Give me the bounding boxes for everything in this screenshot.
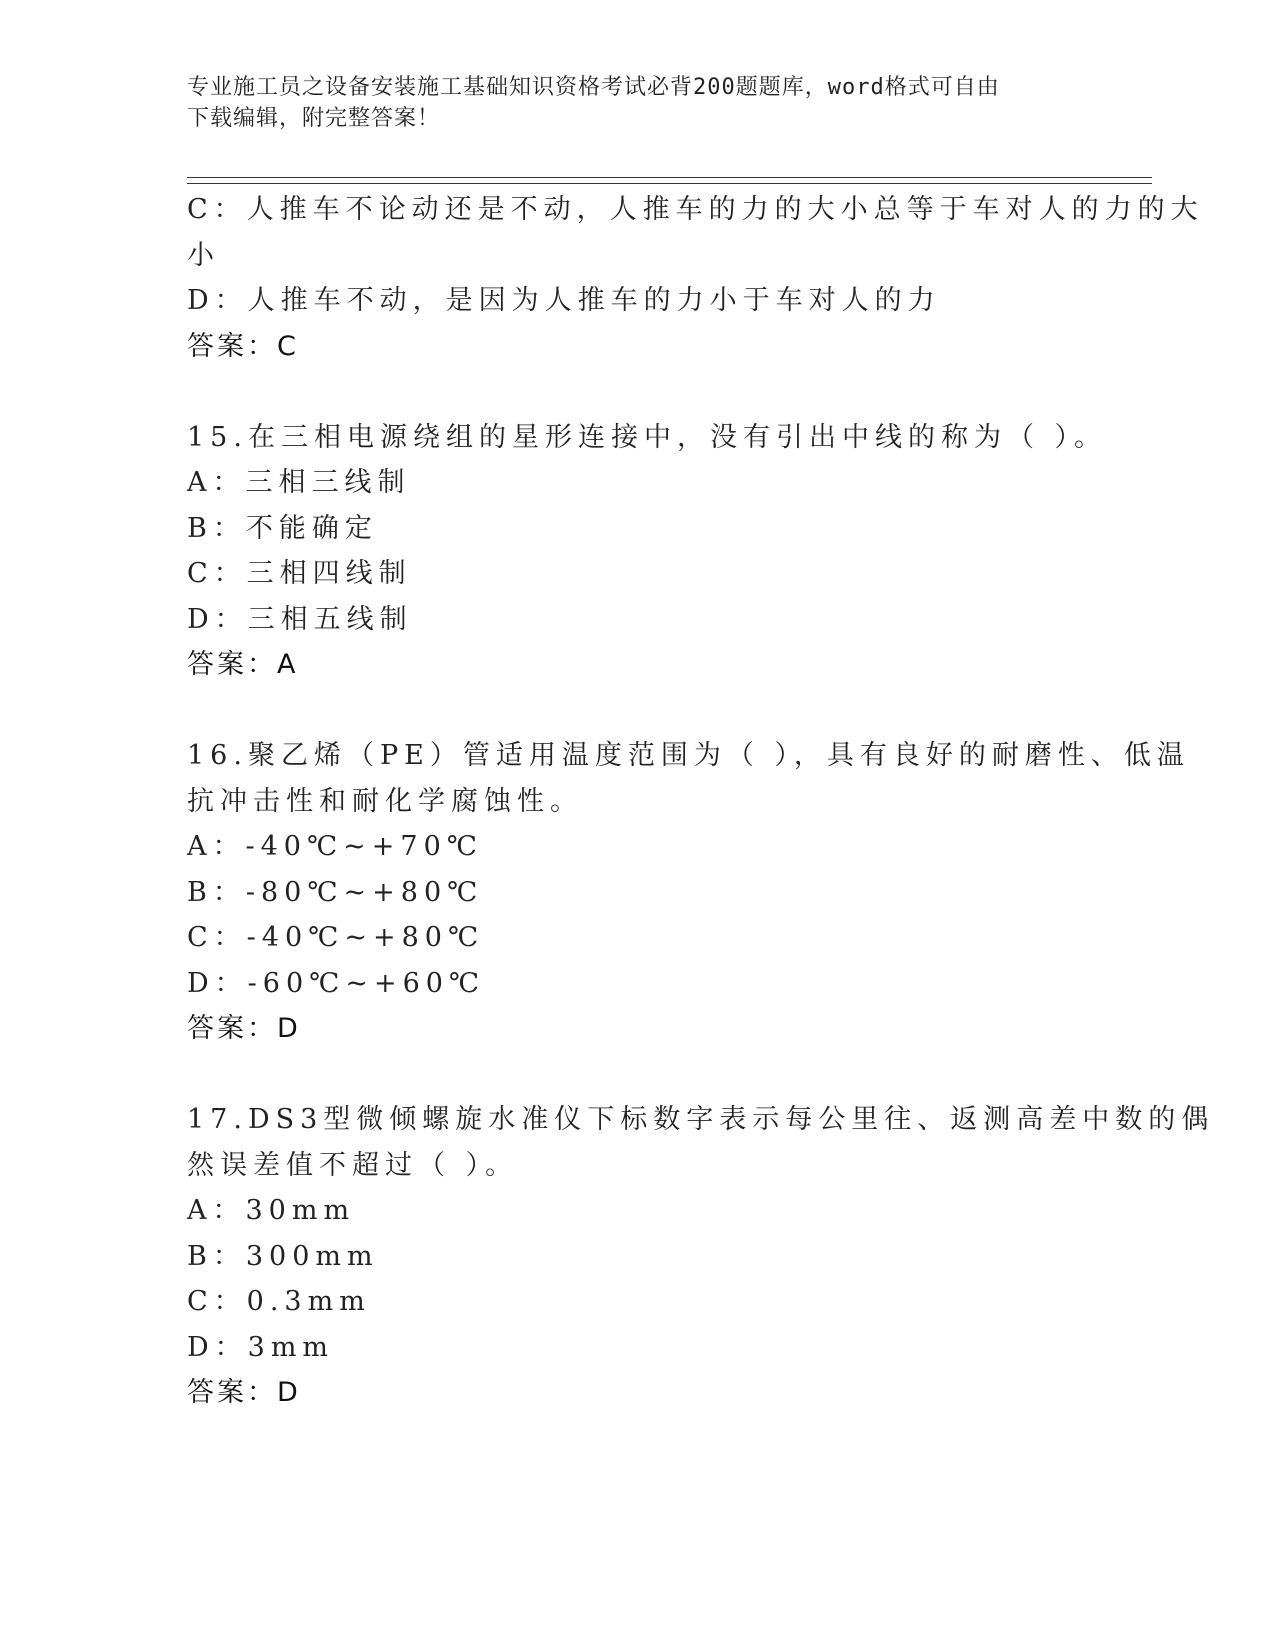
option-d: D：人推车不动，是因为人推车的力小于车对人的力 — [187, 285, 941, 316]
question-stem: 15.在三相电源绕组的星形连接中，没有引出中线的称为（ ）。 — [187, 421, 1108, 453]
question-stem-line-2: 然误差值不超过（ ）。 — [187, 1149, 519, 1181]
question-stem-line-1: 17.DS3型微倾螺旋水准仪下标数字表示每公里往、返测高差中数的偶 — [187, 1104, 1215, 1135]
question-14-continuation — [187, 187, 1204, 369]
option-c: C：0.3mm — [187, 1286, 371, 1317]
question-stem-line-2: 抗冲击性和耐化学腐蚀性。 — [187, 785, 583, 817]
option-a: A：30mm — [187, 1195, 356, 1226]
option-c: C：-40℃~+80℃ — [187, 922, 485, 953]
question-17 — [187, 1097, 1215, 1416]
question-15 — [187, 415, 1108, 688]
header-divider-top — [187, 177, 1152, 178]
header-divider-bottom — [187, 183, 1152, 184]
spacer — [187, 369, 1087, 415]
option-a: A：-40℃~+70℃ — [187, 831, 483, 862]
option-d: D：3mm — [187, 1331, 335, 1363]
header-title-line-1: 专业施工员之设备安装施工基础知识资格考试必背200题题库，word格式可自由 — [187, 75, 1000, 100]
question-stem-line-1: 16.聚乙烯（PE）管适用温度范围为（ ），具有良好的耐磨性、低温 — [187, 740, 1190, 771]
spacer — [187, 688, 1087, 734]
option-d: D：三相五线制 — [187, 603, 413, 635]
spacer — [187, 1052, 1087, 1098]
question-16 — [187, 733, 1190, 1052]
option-c-line-1: C：人推车不论动还是不动，人推车的力的大小总等于车对人的力的大 — [187, 194, 1204, 225]
answer-label: 答案：D — [187, 1013, 301, 1044]
option-b: B：不能确定 — [187, 512, 378, 544]
answer-label: 答案：C — [187, 330, 299, 362]
option-c-line-2: 小 — [187, 239, 220, 271]
option-c: C：三相四线制 — [187, 558, 412, 589]
document-header — [187, 72, 1067, 134]
option-b: B：300mm — [187, 1240, 379, 1272]
option-d: D：-60℃~+60℃ — [187, 967, 486, 999]
document-body — [187, 187, 1215, 1416]
option-b: B：-80℃~+80℃ — [187, 876, 484, 908]
header-title-line-2: 下载编辑，附完整答案！ — [187, 106, 441, 131]
option-a: A：三相三线制 — [187, 467, 411, 498]
answer-label: 答案：D — [187, 1377, 301, 1408]
answer-label: 答案：A — [187, 649, 299, 680]
